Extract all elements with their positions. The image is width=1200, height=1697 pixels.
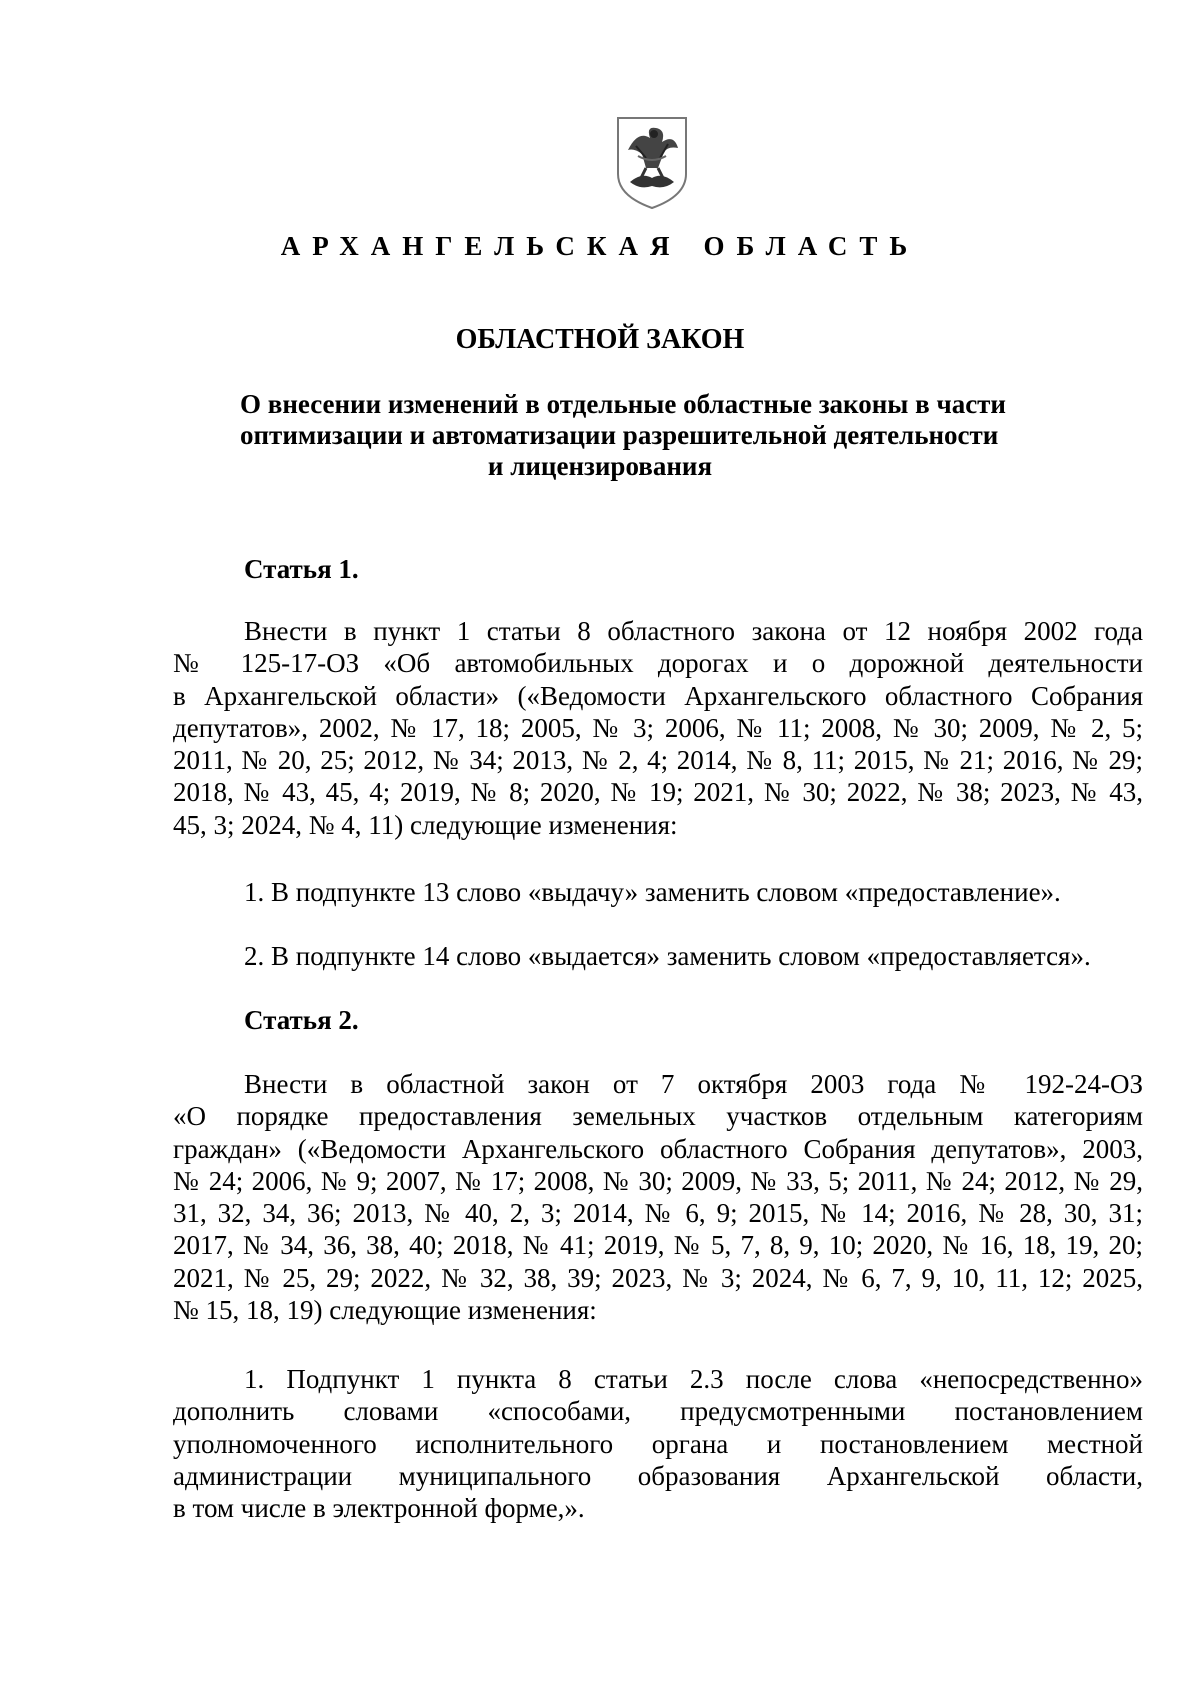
document-type: ОБЛАСТНОЙ ЗАКОН — [455, 324, 745, 355]
paragraph-line: № 125-17-ОЗ «Об автомобильных дорогах и о дорожной деятельности — [173, 648, 1143, 679]
archangel-coat-of-arms-icon — [616, 116, 688, 210]
article-1-paragraph — [173, 615, 1143, 841]
article-2-item-1 — [173, 1363, 1143, 1524]
paragraph-line: № 15, 18, 19) следующие изменения: — [173, 1295, 597, 1326]
article-1-heading: Статья 1. — [244, 554, 359, 584]
article-1-item-2: 2. В подпункте 14 слово «выдается» заменить словом «предоставляется». — [244, 941, 1091, 971]
paragraph-line: 45, 3; 2024, № 4, 11) следующие изменения: — [173, 809, 678, 840]
paragraph-line: № 24; 2006, № 9; 2007, № 17; 2008, № 30; 2009, № 33, 5; 2011, № 24; 2012, № 29, — [173, 1165, 1143, 1196]
paragraph-line: в Архангельской области» («Ведомости Архангельского областного Собрания — [173, 680, 1143, 711]
paragraph-line: администрации муниципального образования Архангельской области, — [173, 1460, 1143, 1491]
article-1-item-1: 1. В подпункте 13 слово «выдачу» заменить словом «предоставление». — [244, 877, 1061, 907]
paragraph-line: 2011, № 20, 25; 2012, № 34; 2013, № 2, 4; 2014, № 8, 11; 2015, № 21; 2016, № 29; — [173, 745, 1143, 776]
paragraph-line: Внести в пункт 1 статьи 8 областного закона от 12 ноября 2002 года — [244, 616, 1143, 646]
paragraph-line: 2021, № 25, 29; 2022, № 32, 38, 39; 2023, № 3; 2024, № 6, 7, 9, 10, 11, 12; 2025, — [173, 1262, 1143, 1293]
paragraph-line: «О порядке предоставления земельных участков отдельным категориям — [173, 1101, 1143, 1132]
title-line: оптимизации и автоматизации разрешительной деятельности — [240, 420, 999, 450]
paragraph-line: в том числе в электронной форме,». — [173, 1493, 585, 1524]
region-name — [0, 230, 1200, 262]
paragraph-line: уполномоченного исполнительного органа и постановлением местной — [173, 1428, 1143, 1459]
title-line: и лицензирования — [487, 451, 713, 481]
paragraph-line: Внести в областной закон от 7 октября 2003 года № 192-24-ОЗ — [244, 1069, 1143, 1099]
paragraph-line: дополнить словами «способами, предусмотренными постановлением — [173, 1396, 1143, 1427]
paragraph-line: 31, 32, 34, 36; 2013, № 40, 2, 3; 2014, № 6, 9; 2015, № 14; 2016, № 28, 30, 31; — [173, 1198, 1143, 1229]
article-2-heading: Статья 2. — [244, 1005, 359, 1035]
paragraph-line: 1. Подпункт 1 пункта 8 статьи 2.3 после слова «непосредственно» — [244, 1364, 1143, 1394]
region-word-2: ОБЛАСТЬ — [703, 231, 920, 261]
paragraph-line: 2018, № 43, 45, 4; 2019, № 8; 2020, № 19; 2021, № 30; 2022, № 38; 2023, № 43, — [173, 777, 1143, 808]
title-line: О внесении изменений в отдельные областные законы в части — [240, 389, 1006, 419]
article-2-paragraph — [173, 1068, 1143, 1326]
paragraph-line: 2017, № 34, 36, 38, 40; 2018, № 41; 2019, № 5, 7, 8, 9, 10; 2020, № 16, 18, 19, 20; — [173, 1230, 1143, 1261]
document-title — [240, 389, 1006, 482]
paragraph-line: депутатов», 2002, № 17, 18; 2005, № 3; 2006, № 11; 2008, № 30; 2009, № 2, 5; — [173, 712, 1143, 743]
paragraph-line: граждан» («Ведомости Архангельского областного Собрания депутатов», 2003, — [173, 1133, 1143, 1164]
region-word-1: АРХАНГЕЛЬСКАЯ — [280, 231, 682, 261]
